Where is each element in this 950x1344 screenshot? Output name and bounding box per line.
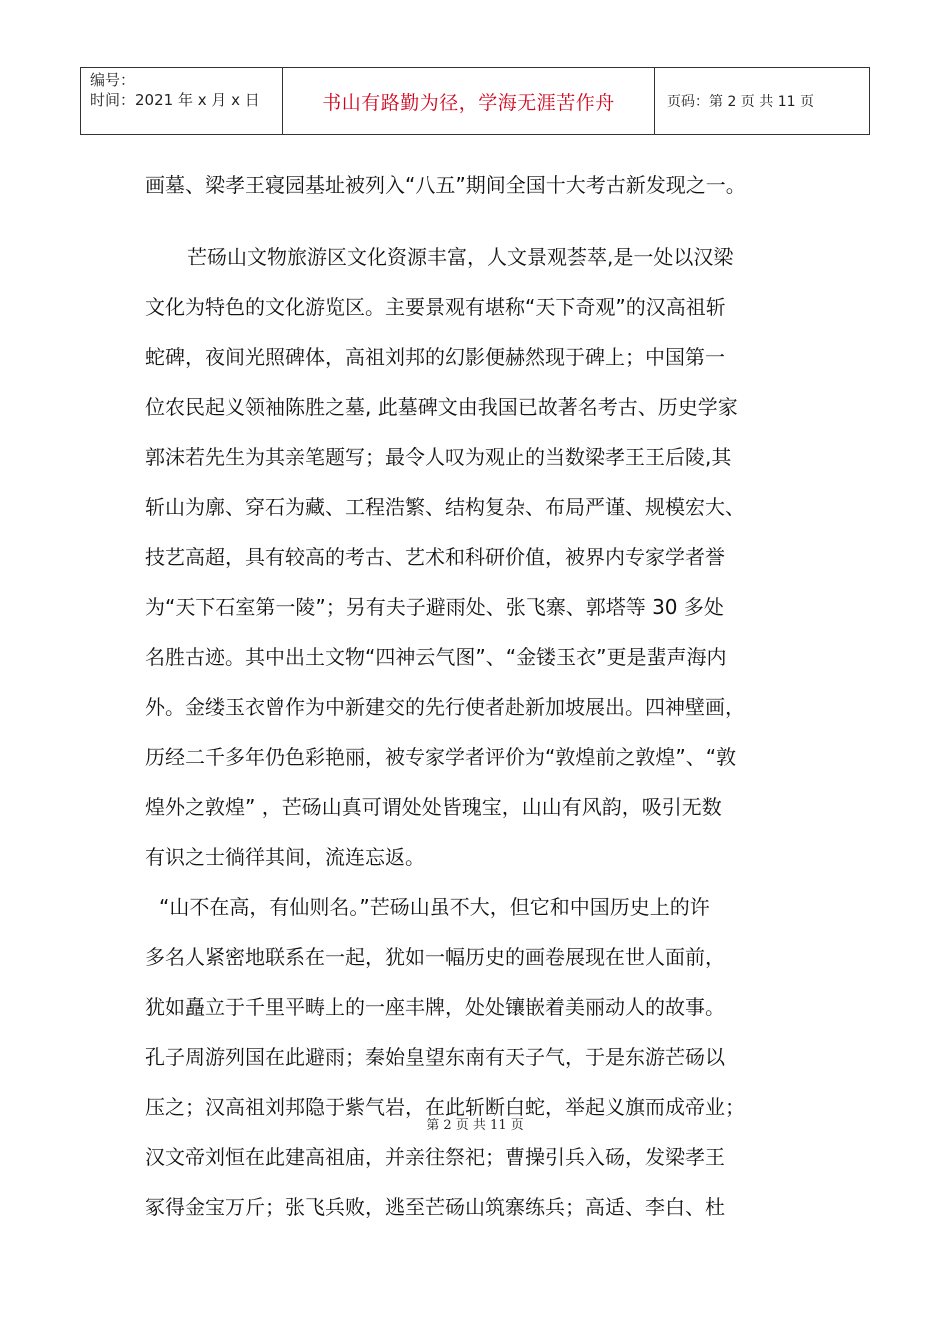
body-line: 外。金缕玉衣曾作为中新建交的先行使者赴新加坡展出。四神壁画， bbox=[145, 695, 745, 719]
body-line: 冢得金宝万斤；张飞兵败，逃至芒砀山筑寨练兵；高适、李白、杜 bbox=[145, 1195, 725, 1219]
body-line: 位农民起义领袖陈胜之墓, 此墓碑文由我国已故著名考古、历史学家 bbox=[145, 395, 738, 419]
body-line: 汉文帝刘恒在此建高祖庙，并亲往祭祀；曹操引兵入砀，发梁孝王 bbox=[145, 1145, 725, 1169]
body-line: 技艺高超，具有较高的考古、艺术和科研价值，被界内专家学者誉 bbox=[145, 545, 725, 569]
body-line: 多名人紧密地联系在一起，犹如一幅历史的画卷展现在世人面前， bbox=[145, 945, 725, 969]
body-line: 芒砀山文物旅游区文化资源丰富，人文景观荟萃,是一处以汉梁 bbox=[187, 245, 734, 269]
body-line: 煌外之敦煌” ，芒砀山真可谓处处皆瑰宝，山山有风韵，吸引无数 bbox=[145, 795, 722, 819]
body-line: 有识之士徜徉其间，流连忘返。 bbox=[145, 845, 425, 869]
body-line: 孔子周游列国在此避雨；秦始皇望东南有天子气，于是东游芒砀以 bbox=[145, 1045, 725, 1069]
body-line: 画墓、梁孝王寝园基址被列入“八五”期间全国十大考古新发现之一。 bbox=[145, 173, 746, 197]
header-page-number: 页码：第 2 页 共 11 页 bbox=[667, 94, 814, 110]
body-line: 郭沫若先生为其亲笔题写；最令人叹为观止的当数梁孝王王后陵,其 bbox=[145, 445, 732, 469]
body-line: 蛇碑，夜间光照碑体，高祖刘邦的幻影便赫然现于碑上；中国第一 bbox=[145, 345, 725, 369]
header-motto: 书山有路勤为径，学海无涯苦作舟 bbox=[322, 91, 615, 114]
header-motto-cell bbox=[283, 68, 655, 134]
header-table bbox=[80, 67, 870, 135]
document-time-label: 时间：2021 年 x 月 x 日 bbox=[90, 91, 260, 109]
document-id-label: 编号： bbox=[90, 71, 136, 89]
body-line: 名胜古迹。其中出土文物“四神云气图”、“金镂玉衣”更是蜚声海内 bbox=[145, 645, 727, 669]
body-line: 文化为特色的文化游览区。主要景观有堪称“天下奇观”的汉高祖斩 bbox=[145, 295, 726, 319]
body-line: “山不在高，有仙则名。”芒砀山虽不大，但它和中国历史上的许 bbox=[159, 895, 710, 919]
body-line: 斩山为廓、穿石为藏、工程浩繁、结构复杂、布局严谨、规模宏大、 bbox=[145, 495, 745, 519]
body-line: 历经二千多年仍色彩艳丽，被专家学者评价为“敦煌前之敦煌”、“敦 bbox=[145, 745, 737, 769]
body-line: 为“天下石室第一陵”；另有夫子避雨处、张飞寨、郭塔等 30 多处 bbox=[145, 595, 724, 619]
header-page-cell bbox=[655, 68, 869, 134]
body-line: 犹如矗立于千里平畴上的一座丰牌，处处镶嵌着美丽动人的故事。 bbox=[145, 995, 725, 1019]
footer-page-number: 第 2 页 共 11 页 bbox=[426, 1118, 524, 1133]
body-line: 压之；汉高祖刘邦隐于紫气岩，在此斩断白蛇，举起义旗而成帝业； bbox=[145, 1095, 745, 1119]
header-meta-cell bbox=[81, 68, 283, 134]
